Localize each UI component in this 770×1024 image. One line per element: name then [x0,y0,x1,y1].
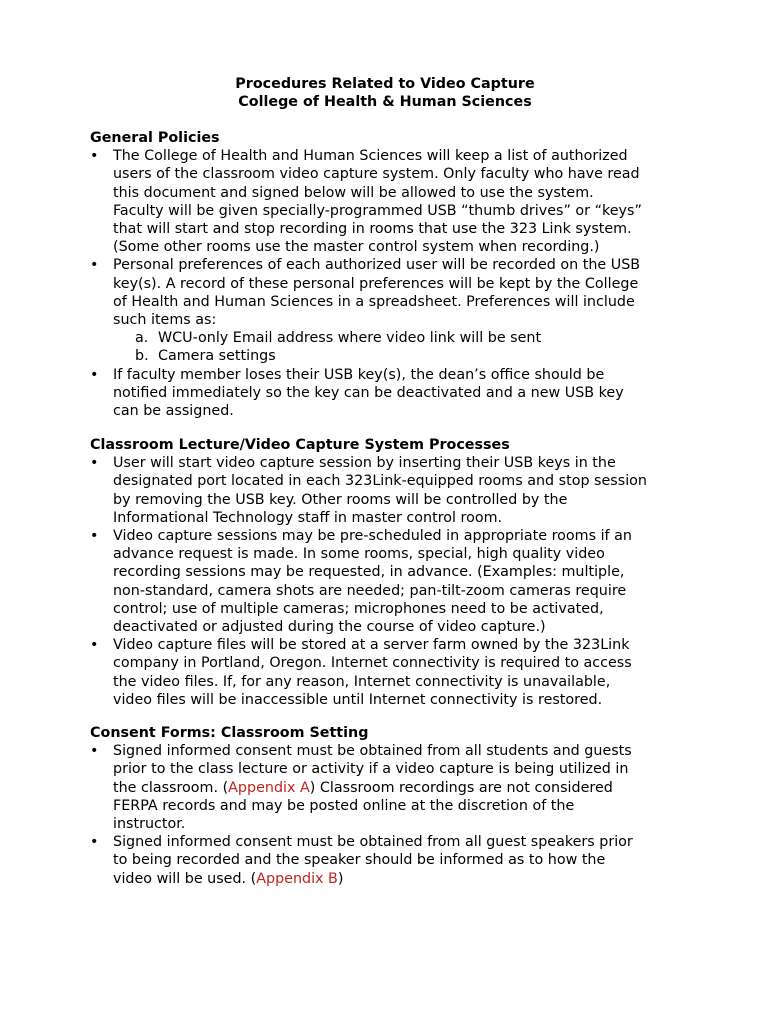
text-line: Video capture sessions may be pre-scheduled in appropriate rooms if an [113,528,632,545]
list-item [90,256,690,365]
text-segment: ) Classroom recordings are not considered [309,779,613,796]
text-line: deactivated or adjusted during the course of video capture.) [113,619,546,636]
text-line: Signed informed consent must be obtained from all guest speakers prior [113,834,633,851]
text-line: advance request is made. In some rooms, special, high quality video [113,546,605,563]
section-heading: Classroom Lecture/Video Capture System Processes [90,437,510,453]
bullet-icon: • [90,743,99,760]
general-policies-section [90,129,690,420]
list-item [90,742,690,833]
list-item [90,636,690,709]
bullet-icon: • [90,257,99,274]
sub-list-marker: a. [135,330,149,347]
bullet-list [90,454,690,709]
list-item [90,833,690,888]
list-item [90,527,690,636]
section-heading: General Policies [90,130,220,146]
sub-list [113,329,690,365]
text-line: non-standard, camera shots are needed; pan-tilt-zoom cameras require [113,582,627,599]
text-line: can be assigned. [113,403,234,420]
text-line: instructor. [113,816,186,833]
text-line: that will start and stop recording in rooms that use the 323 Link system. [113,221,632,238]
text-line: of Health and Human Sciences in a spreadsheet. Preferences will include [113,293,635,310]
text-line: video files will be inaccessible until Internet connectivity is restored. [113,691,603,708]
text-line: such items as: [113,312,217,329]
sub-list-text: Camera settings [158,348,276,365]
sub-list-item [135,329,690,347]
text-line: Informational Technology staff in master control room. [113,509,503,526]
list-item [90,147,690,256]
text-line: Personal preferences of each authorized user will be recorded on the USB [113,257,641,274]
text-segment: video will be used. ( [113,870,257,887]
text-line: Faculty will be given specially-programmed USB “thumb drives” or “keys” [113,202,642,219]
consent-forms-section [90,724,690,888]
text-line: users of the classroom video capture system. Only faculty who have read [113,166,640,183]
text-line: by removing the USB key. Other rooms will be controlled by the [113,491,568,508]
text-line: notified immediately so the key can be deactivated and a new USB key [113,384,624,401]
text-line: key(s). A record of these personal preferences will be kept by the College [113,275,639,292]
bullet-icon: • [90,834,99,851]
document-subtitle: College of Health & Human Sciences [238,94,532,110]
classroom-processes-section [90,436,690,709]
text-line: prior to the class lecture or activity if a video capture is being utilized in [113,761,629,778]
list-item [90,454,690,527]
bullet-icon: • [90,148,99,165]
sub-list-text: WCU-only Email address where video link will be sent [158,330,542,347]
appendix-b-link[interactable]: Appendix B [256,870,338,887]
text-line: The College of Health and Human Sciences will keep a list of authorized [113,148,628,165]
text-line: recording sessions may be requested, in advance. (Examples: multiple, [113,564,625,581]
text-line: If faculty member loses their USB key(s), the dean’s office should be [113,366,605,383]
text-line [113,870,690,888]
text-segment: the classroom. ( [113,779,229,796]
text-line: this document and signed below will be allowed to use the system. [113,184,594,201]
text-line: the video files. If, for any reason, Internet connectivity is unavailable, [113,673,611,690]
text-line: control; use of multiple cameras; microphones need to be activated, [113,600,604,617]
text-line: (Some other rooms use the master control system when recording.) [113,239,600,256]
bullet-icon: • [90,528,99,545]
text-line: to being recorded and the speaker should be informed as to how the [113,852,606,869]
section-heading: Consent Forms: Classroom Setting [90,725,369,741]
document-title: Procedures Related to Video Capture [235,76,535,92]
text-line: company in Portland, Oregon. Internet connectivity is required to access [113,655,632,672]
text-line: FERPA records and may be posted online at the discretion of the [113,797,575,814]
text-line [113,779,690,797]
bullet-icon: • [90,366,99,383]
sub-list-item [135,347,690,365]
bullet-list [90,147,690,420]
bullet-list [90,742,690,888]
text-line: User will start video capture session by inserting their USB keys in the [113,455,616,472]
text-line: designated port located in each 323Link-equipped rooms and stop session [113,473,647,490]
appendix-a-link[interactable]: Appendix A [228,779,310,796]
list-item [90,366,690,421]
sub-list-marker: b. [135,348,149,365]
bullet-icon: • [90,637,99,654]
text-line: Video capture files will be stored at a server farm owned by the 323Link [113,637,630,654]
bullet-icon: • [90,455,99,472]
text-line: Signed informed consent must be obtained from all students and guests [113,743,632,760]
text-segment: ) [337,870,344,887]
